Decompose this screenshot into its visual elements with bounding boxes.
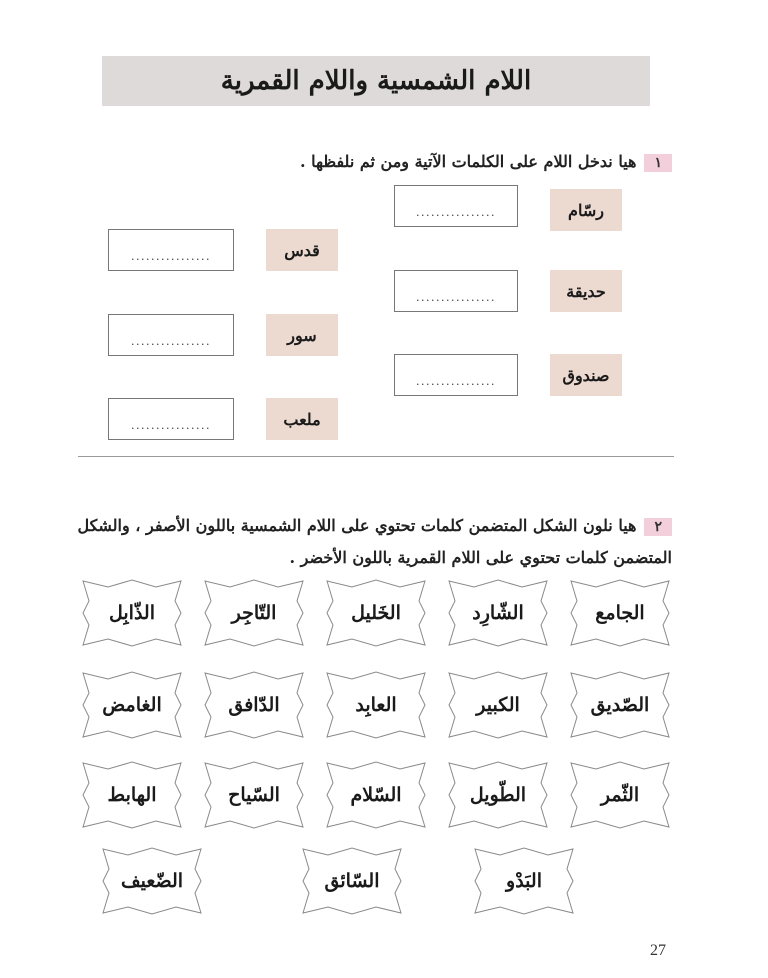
shape-word: التّاجِر — [231, 602, 277, 624]
coloring-shape[interactable] — [568, 760, 672, 830]
shape-word: العابِد — [355, 694, 397, 716]
coloring-shape[interactable] — [472, 846, 576, 916]
exercise1-number-badge: ١ — [644, 154, 672, 172]
word-box: صندوق — [550, 354, 622, 396]
word-box: ملعب — [266, 398, 338, 440]
shape-word: الطّويل — [469, 784, 527, 806]
answer-box[interactable]: ................ — [394, 354, 518, 396]
shape-word: الشّارِد — [472, 602, 524, 624]
shape-word: الغامض — [102, 694, 162, 716]
coloring-shape[interactable] — [202, 670, 306, 740]
coloring-shape[interactable] — [80, 578, 184, 648]
coloring-shape[interactable] — [446, 578, 550, 648]
section-divider — [78, 456, 674, 457]
coloring-shape[interactable] — [100, 846, 204, 916]
answer-box[interactable]: ................ — [394, 185, 518, 227]
coloring-shape[interactable] — [300, 846, 404, 916]
shape-word: الثّمر — [600, 784, 640, 806]
shape-word: الذّابِل — [109, 602, 155, 624]
coloring-shape[interactable] — [80, 760, 184, 830]
word-box: قدس — [266, 229, 338, 271]
exercise1-instruction — [300, 152, 672, 172]
shape-word: الجامع — [595, 602, 645, 624]
answer-box[interactable]: ................ — [394, 270, 518, 312]
shape-word: البَدْو — [506, 870, 542, 892]
page-title: اللام الشمسية واللام القمرية — [220, 66, 532, 96]
shape-word: الكبير — [476, 694, 520, 716]
coloring-shape[interactable] — [324, 760, 428, 830]
coloring-shape[interactable] — [324, 578, 428, 648]
shape-word: السّلام — [350, 784, 402, 806]
page-title-bar — [102, 56, 650, 106]
answer-box[interactable]: ................ — [108, 314, 234, 356]
coloring-shape[interactable] — [568, 578, 672, 648]
shape-word: السّائق — [324, 870, 380, 892]
coloring-shape[interactable] — [80, 670, 184, 740]
exercise2-instruction-text: هيا نلون الشكل المتضمن كلمات تحتوي على اللام الشمسية باللون الأصفر ، والشكل — [77, 516, 637, 535]
coloring-shape[interactable] — [202, 760, 306, 830]
shape-word: الخَليل — [351, 602, 401, 624]
exercise1-instruction-text: هيا ندخل اللام على الكلمات الآتية ومن ثم نلفظها . — [299, 152, 637, 171]
shape-word: الدّافق — [228, 694, 280, 716]
shape-word: الضّعيف — [120, 870, 184, 892]
answer-box[interactable]: ................ — [108, 229, 234, 271]
coloring-shape[interactable] — [446, 670, 550, 740]
coloring-shape[interactable] — [446, 760, 550, 830]
page-number: 27 — [650, 942, 666, 959]
shape-word: الصّديق — [590, 694, 650, 716]
exercise2-instruction-line1 — [77, 516, 672, 536]
shape-word: الهابط — [107, 784, 157, 806]
coloring-shape[interactable] — [568, 670, 672, 740]
coloring-shape[interactable] — [324, 670, 428, 740]
word-box: رسّام — [550, 189, 622, 231]
word-box: سور — [266, 314, 338, 356]
exercise2-number-badge: ٢ — [644, 518, 672, 536]
answer-box[interactable]: ................ — [108, 398, 234, 440]
coloring-shape[interactable] — [202, 578, 306, 648]
shape-word: السّياح — [228, 784, 280, 806]
word-box: حديقة — [550, 270, 622, 312]
exercise2-instruction-line2: المتضمن كلمات تحتوي على اللام القمرية باللون الأخضر . — [289, 548, 672, 567]
